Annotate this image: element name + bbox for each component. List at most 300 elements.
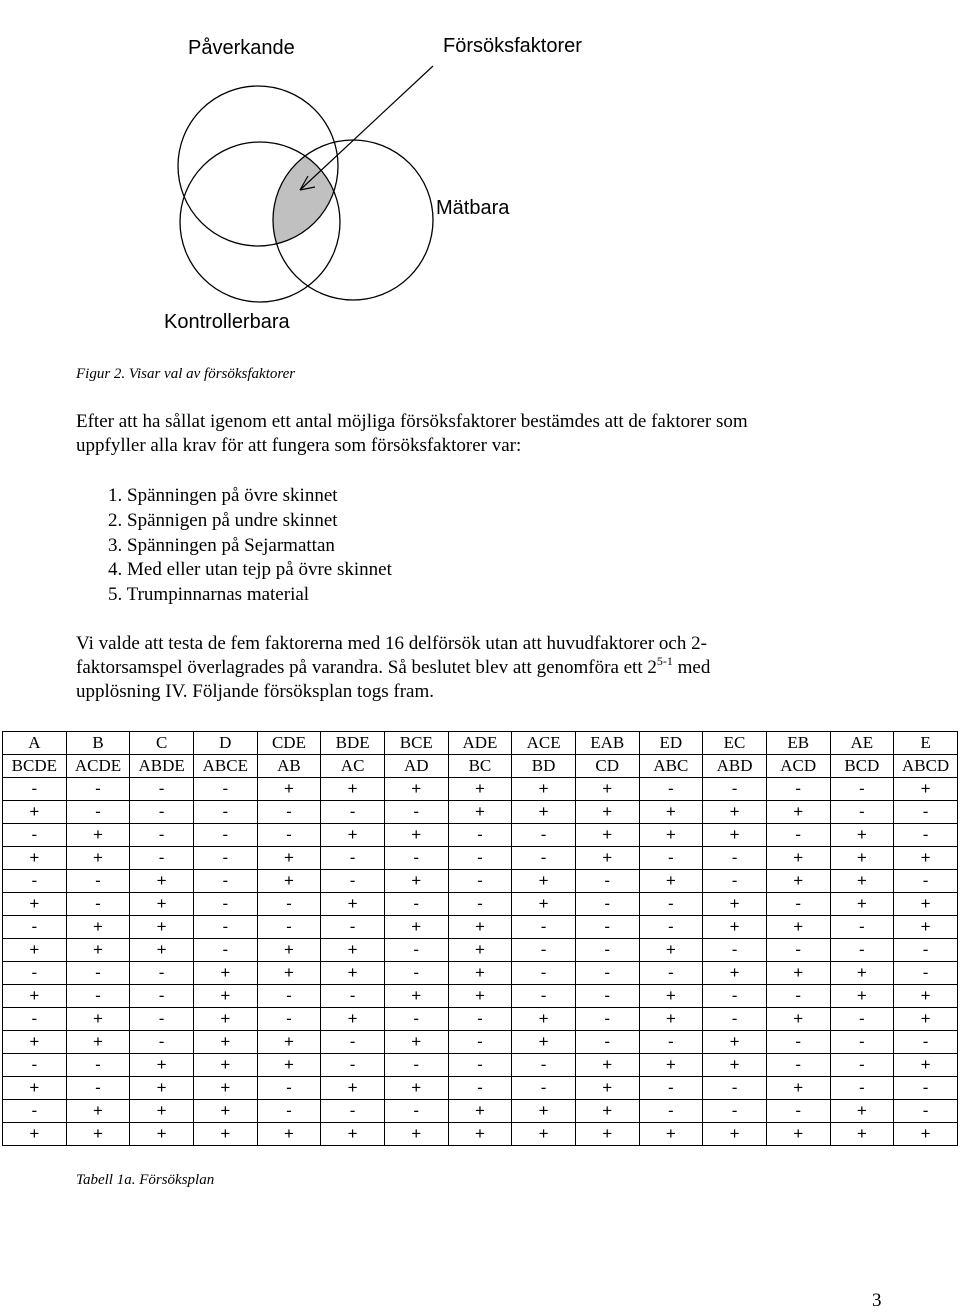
sign-cell: + bbox=[703, 1054, 767, 1077]
sign-cell: + bbox=[130, 1100, 194, 1123]
sign-cell: - bbox=[66, 778, 130, 801]
table-row bbox=[3, 1008, 958, 1031]
sign-cell: - bbox=[66, 801, 130, 824]
header-cell: ACD bbox=[766, 755, 830, 778]
sign-cell: + bbox=[894, 985, 958, 1008]
sign-cell: - bbox=[257, 1100, 321, 1123]
sign-cell: - bbox=[512, 916, 576, 939]
sign-cell: - bbox=[766, 1031, 830, 1054]
sign-cell: - bbox=[575, 939, 639, 962]
sign-cell: + bbox=[448, 939, 512, 962]
header-cell: C bbox=[130, 732, 194, 755]
sign-cell: + bbox=[384, 1077, 448, 1100]
sign-cell: - bbox=[830, 801, 894, 824]
sign-cell: - bbox=[193, 893, 257, 916]
sign-cell: - bbox=[257, 801, 321, 824]
header-cell: CD bbox=[575, 755, 639, 778]
sign-cell: - bbox=[639, 1031, 703, 1054]
sign-cell: - bbox=[512, 824, 576, 847]
sign-cell: + bbox=[894, 1008, 958, 1031]
sign-cell: - bbox=[703, 985, 767, 1008]
header-cell: BDE bbox=[321, 732, 385, 755]
table-row bbox=[3, 1031, 958, 1054]
sign-cell: + bbox=[3, 939, 67, 962]
sign-cell: - bbox=[575, 870, 639, 893]
sign-cell: - bbox=[130, 847, 194, 870]
sign-cell: + bbox=[830, 985, 894, 1008]
sign-cell: + bbox=[894, 1123, 958, 1146]
sign-cell: + bbox=[66, 1123, 130, 1146]
sign-cell: - bbox=[321, 870, 385, 893]
table-header-row bbox=[3, 755, 958, 778]
sign-cell: + bbox=[193, 1077, 257, 1100]
sign-cell: - bbox=[130, 985, 194, 1008]
sign-cell: - bbox=[66, 985, 130, 1008]
sign-cell: + bbox=[384, 916, 448, 939]
sign-cell: - bbox=[66, 1054, 130, 1077]
header-cell: BCE bbox=[384, 732, 448, 755]
sign-cell: + bbox=[193, 985, 257, 1008]
table-row bbox=[3, 847, 958, 870]
table-row bbox=[3, 1054, 958, 1077]
sign-cell: - bbox=[321, 801, 385, 824]
header-cell: BC bbox=[448, 755, 512, 778]
sign-cell: + bbox=[130, 893, 194, 916]
sign-cell: + bbox=[257, 962, 321, 985]
header-cell: E bbox=[894, 732, 958, 755]
sign-cell: + bbox=[130, 1077, 194, 1100]
design-line-2-text: faktorsamspel överlagrades på varandra. Så beslutet blev att genomföra ett 2 bbox=[76, 657, 657, 678]
table-row bbox=[3, 916, 958, 939]
sign-cell: - bbox=[703, 778, 767, 801]
sign-cell: - bbox=[257, 1077, 321, 1100]
sign-cell: + bbox=[512, 778, 576, 801]
sign-cell: + bbox=[894, 916, 958, 939]
sign-cell: - bbox=[830, 916, 894, 939]
sign-cell: - bbox=[512, 939, 576, 962]
label-forsoksfaktorer: Försöksfaktorer bbox=[443, 35, 582, 57]
sign-cell: + bbox=[830, 870, 894, 893]
sign-cell: + bbox=[830, 847, 894, 870]
intro-line-1: Efter att ha sållat igenom ett antal möjliga försöksfaktorer bestämdes att de faktorer som bbox=[76, 411, 748, 432]
intro-line-2: uppfyller alla krav för att fungera som försöksfaktorer var: bbox=[76, 435, 522, 456]
sign-cell: - bbox=[3, 824, 67, 847]
sign-cell: + bbox=[448, 801, 512, 824]
sign-cell: + bbox=[321, 1008, 385, 1031]
sign-cell: - bbox=[193, 801, 257, 824]
sign-cell: + bbox=[130, 870, 194, 893]
sign-cell: + bbox=[193, 1008, 257, 1031]
sign-cell: + bbox=[3, 801, 67, 824]
sign-cell: + bbox=[512, 1100, 576, 1123]
factor-list bbox=[108, 484, 392, 608]
sign-cell: + bbox=[66, 847, 130, 870]
sign-cell: - bbox=[193, 939, 257, 962]
sign-cell: - bbox=[193, 870, 257, 893]
sign-cell: + bbox=[639, 939, 703, 962]
sign-cell: + bbox=[257, 847, 321, 870]
sign-cell: + bbox=[639, 824, 703, 847]
sign-cell: - bbox=[257, 1008, 321, 1031]
sign-cell: - bbox=[639, 1100, 703, 1123]
sign-cell: + bbox=[766, 801, 830, 824]
sign-cell: + bbox=[512, 893, 576, 916]
sign-cell: - bbox=[575, 985, 639, 1008]
table-row bbox=[3, 985, 958, 1008]
sign-cell: + bbox=[66, 1100, 130, 1123]
sign-cell: + bbox=[894, 1054, 958, 1077]
sign-cell: - bbox=[894, 870, 958, 893]
table-row bbox=[3, 1077, 958, 1100]
sign-cell: - bbox=[257, 985, 321, 1008]
sign-cell: - bbox=[703, 1100, 767, 1123]
sign-cell: + bbox=[575, 801, 639, 824]
sign-cell: + bbox=[575, 1077, 639, 1100]
factor-item: 5. Trumpinnarnas material bbox=[108, 584, 310, 606]
sign-cell: - bbox=[193, 847, 257, 870]
sign-cell: - bbox=[3, 1008, 67, 1031]
sign-cell: - bbox=[894, 1031, 958, 1054]
sign-cell: - bbox=[193, 778, 257, 801]
sign-cell: - bbox=[639, 962, 703, 985]
sign-cell: - bbox=[894, 962, 958, 985]
sign-cell: + bbox=[257, 1031, 321, 1054]
sign-cell: + bbox=[639, 1054, 703, 1077]
experiment-plan-table bbox=[2, 731, 958, 1146]
sign-cell: + bbox=[766, 870, 830, 893]
sign-cell: + bbox=[66, 916, 130, 939]
header-cell: CDE bbox=[257, 732, 321, 755]
sign-cell: + bbox=[3, 1031, 67, 1054]
header-cell: ABD bbox=[703, 755, 767, 778]
header-cell: ADE bbox=[448, 732, 512, 755]
venn-diagram bbox=[150, 30, 610, 350]
sign-cell: - bbox=[639, 916, 703, 939]
sign-cell: - bbox=[448, 847, 512, 870]
sign-cell: + bbox=[639, 801, 703, 824]
sign-cell: - bbox=[384, 962, 448, 985]
sign-cell: + bbox=[448, 778, 512, 801]
header-cell: ED bbox=[639, 732, 703, 755]
sign-cell: - bbox=[384, 939, 448, 962]
sign-cell: + bbox=[894, 893, 958, 916]
sign-cell: - bbox=[894, 824, 958, 847]
header-cell: AC bbox=[321, 755, 385, 778]
header-cell: EAB bbox=[575, 732, 639, 755]
sign-cell: + bbox=[448, 1123, 512, 1146]
sign-cell: + bbox=[448, 962, 512, 985]
sign-cell: + bbox=[321, 939, 385, 962]
sign-cell: + bbox=[703, 824, 767, 847]
sign-cell: + bbox=[3, 847, 67, 870]
sign-cell: - bbox=[512, 1077, 576, 1100]
header-cell: ABCD bbox=[894, 755, 958, 778]
table-row bbox=[3, 801, 958, 824]
label-kontrollerbara: Kontrollerbara bbox=[164, 311, 290, 333]
sign-cell: - bbox=[448, 1008, 512, 1031]
sign-cell: - bbox=[448, 1077, 512, 1100]
sign-cell: - bbox=[3, 962, 67, 985]
sign-cell: - bbox=[130, 962, 194, 985]
sign-cell: + bbox=[321, 1123, 385, 1146]
sign-cell: + bbox=[384, 778, 448, 801]
sign-cell: - bbox=[3, 778, 67, 801]
sign-cell: - bbox=[830, 939, 894, 962]
sign-cell: + bbox=[703, 893, 767, 916]
sign-cell: + bbox=[512, 1008, 576, 1031]
sign-cell: + bbox=[830, 824, 894, 847]
figure-caption: Figur 2. Visar val av försöksfaktorer bbox=[76, 366, 296, 382]
sign-cell: + bbox=[66, 1031, 130, 1054]
table-row bbox=[3, 1123, 958, 1146]
sign-cell: - bbox=[257, 893, 321, 916]
sign-cell: - bbox=[830, 1031, 894, 1054]
sign-cell: - bbox=[830, 778, 894, 801]
sign-cell: - bbox=[384, 1054, 448, 1077]
sign-cell: - bbox=[830, 1077, 894, 1100]
sign-cell: + bbox=[3, 1123, 67, 1146]
sign-cell: - bbox=[384, 801, 448, 824]
sign-cell: + bbox=[830, 893, 894, 916]
sign-cell: + bbox=[766, 1077, 830, 1100]
sign-cell: + bbox=[512, 1031, 576, 1054]
sign-cell: + bbox=[321, 1077, 385, 1100]
sign-cell: - bbox=[894, 1077, 958, 1100]
header-cell: A bbox=[3, 732, 67, 755]
sign-cell: + bbox=[130, 1054, 194, 1077]
header-cell: ACDE bbox=[66, 755, 130, 778]
sign-cell: + bbox=[512, 801, 576, 824]
sign-cell: - bbox=[321, 985, 385, 1008]
sign-cell: - bbox=[894, 1100, 958, 1123]
sign-cell: + bbox=[193, 962, 257, 985]
sign-cell: - bbox=[766, 893, 830, 916]
sign-cell: - bbox=[703, 1008, 767, 1031]
sign-cell: - bbox=[766, 1100, 830, 1123]
sign-cell: - bbox=[384, 847, 448, 870]
factor-item: 4. Med eller utan tejp på övre skinnet bbox=[108, 559, 392, 581]
sign-cell: - bbox=[448, 824, 512, 847]
sign-cell: + bbox=[321, 962, 385, 985]
sign-cell: + bbox=[257, 870, 321, 893]
sign-cell: - bbox=[3, 870, 67, 893]
sign-cell: - bbox=[3, 916, 67, 939]
sign-cell: + bbox=[766, 847, 830, 870]
sign-cell: + bbox=[575, 1123, 639, 1146]
sign-cell: - bbox=[512, 985, 576, 1008]
table-row bbox=[3, 1100, 958, 1123]
sign-cell: - bbox=[66, 870, 130, 893]
sign-cell: - bbox=[448, 1054, 512, 1077]
sign-cell: + bbox=[703, 1031, 767, 1054]
sign-cell: + bbox=[130, 916, 194, 939]
sign-cell: - bbox=[321, 1100, 385, 1123]
sign-cell: + bbox=[193, 1054, 257, 1077]
sign-cell: + bbox=[384, 985, 448, 1008]
sign-cell: - bbox=[257, 916, 321, 939]
sign-cell: + bbox=[3, 893, 67, 916]
sign-cell: - bbox=[130, 824, 194, 847]
label-matbara: Mätbara bbox=[436, 197, 510, 219]
sign-cell: - bbox=[130, 1031, 194, 1054]
sign-cell: + bbox=[257, 1123, 321, 1146]
sign-cell: + bbox=[766, 1123, 830, 1146]
sign-cell: + bbox=[384, 1031, 448, 1054]
sign-cell: + bbox=[3, 1077, 67, 1100]
factor-item: 3. Spänningen på Sejarmattan bbox=[108, 534, 335, 556]
table-row bbox=[3, 824, 958, 847]
header-cell: ABCE bbox=[193, 755, 257, 778]
sign-cell: + bbox=[703, 801, 767, 824]
sign-cell: - bbox=[703, 847, 767, 870]
sign-cell: - bbox=[766, 778, 830, 801]
sign-cell: - bbox=[766, 939, 830, 962]
design-line-2 bbox=[76, 656, 876, 680]
header-cell: AE bbox=[830, 732, 894, 755]
sign-cell: - bbox=[575, 1008, 639, 1031]
label-paverkande: Påverkande bbox=[188, 37, 295, 59]
header-cell: EB bbox=[766, 732, 830, 755]
sign-cell: - bbox=[575, 962, 639, 985]
sign-cell: + bbox=[703, 962, 767, 985]
sign-cell: + bbox=[575, 778, 639, 801]
venn-diagram-svg bbox=[150, 30, 610, 350]
sign-cell: + bbox=[639, 985, 703, 1008]
sign-cell: + bbox=[639, 1123, 703, 1146]
design-line-1: Vi valde att testa de fem faktorerna med 16 delförsök utan att huvudfaktorer och 2- bbox=[76, 633, 707, 654]
sign-cell: - bbox=[512, 962, 576, 985]
sign-cell: + bbox=[3, 985, 67, 1008]
sign-cell: + bbox=[384, 824, 448, 847]
table-row bbox=[3, 939, 958, 962]
sign-cell: - bbox=[321, 916, 385, 939]
table-caption: Tabell 1a. Försöksplan bbox=[76, 1172, 215, 1188]
sign-cell: - bbox=[66, 1077, 130, 1100]
sign-cell: + bbox=[130, 1123, 194, 1146]
sign-cell: + bbox=[703, 1123, 767, 1146]
sign-cell: - bbox=[130, 778, 194, 801]
sign-cell: - bbox=[66, 962, 130, 985]
sign-cell: + bbox=[894, 778, 958, 801]
design-line-3: upplösning IV. Följande försöksplan togs fram. bbox=[76, 681, 434, 702]
sign-cell: + bbox=[575, 1100, 639, 1123]
sign-cell: + bbox=[384, 1123, 448, 1146]
design-exponent: 5-1 bbox=[656, 654, 673, 668]
sign-cell: + bbox=[193, 1100, 257, 1123]
sign-cell: + bbox=[830, 962, 894, 985]
sign-cell: - bbox=[703, 870, 767, 893]
sign-cell: - bbox=[703, 939, 767, 962]
sign-cell: - bbox=[384, 893, 448, 916]
table-row bbox=[3, 870, 958, 893]
sign-cell: + bbox=[257, 1054, 321, 1077]
sign-cell: - bbox=[894, 801, 958, 824]
header-cell: B bbox=[66, 732, 130, 755]
sign-cell: - bbox=[448, 1031, 512, 1054]
header-cell: AD bbox=[384, 755, 448, 778]
sign-cell: - bbox=[448, 870, 512, 893]
table-row bbox=[3, 962, 958, 985]
sign-cell: - bbox=[193, 916, 257, 939]
sign-cell: - bbox=[575, 1031, 639, 1054]
sign-cell: - bbox=[193, 824, 257, 847]
page-number: 3 bbox=[872, 1290, 882, 1311]
sign-cell: + bbox=[575, 847, 639, 870]
sign-cell: + bbox=[66, 1008, 130, 1031]
sign-cell: - bbox=[766, 824, 830, 847]
sign-cell: + bbox=[321, 824, 385, 847]
sign-cell: + bbox=[66, 939, 130, 962]
sign-cell: + bbox=[830, 1123, 894, 1146]
sign-cell: + bbox=[384, 870, 448, 893]
sign-cell: + bbox=[575, 824, 639, 847]
sign-cell: + bbox=[257, 939, 321, 962]
sign-cell: - bbox=[66, 893, 130, 916]
intersection-shading bbox=[273, 140, 433, 300]
table-row bbox=[3, 893, 958, 916]
design-line-2-end: med bbox=[672, 657, 711, 678]
sign-cell: - bbox=[3, 1054, 67, 1077]
header-cell: BCD bbox=[830, 755, 894, 778]
sign-cell: + bbox=[448, 1100, 512, 1123]
pointer-line bbox=[300, 66, 433, 190]
sign-cell: - bbox=[257, 824, 321, 847]
sign-cell: - bbox=[639, 893, 703, 916]
sign-cell: - bbox=[703, 1077, 767, 1100]
sign-cell: - bbox=[3, 1100, 67, 1123]
sign-cell: + bbox=[448, 916, 512, 939]
sign-cell: - bbox=[575, 916, 639, 939]
sign-cell: + bbox=[448, 985, 512, 1008]
sign-cell: - bbox=[575, 893, 639, 916]
sign-cell: + bbox=[321, 893, 385, 916]
header-cell: AB bbox=[257, 755, 321, 778]
header-cell: ACE bbox=[512, 732, 576, 755]
sign-cell: + bbox=[193, 1123, 257, 1146]
sign-cell: - bbox=[321, 1054, 385, 1077]
factor-item: 2. Spännigen på undre skinnet bbox=[108, 509, 338, 531]
sign-cell: + bbox=[766, 916, 830, 939]
sign-cell: + bbox=[766, 1008, 830, 1031]
sign-cell: - bbox=[512, 847, 576, 870]
sign-cell: - bbox=[384, 1100, 448, 1123]
header-cell: BD bbox=[512, 755, 576, 778]
sign-cell: - bbox=[766, 985, 830, 1008]
sign-cell: + bbox=[639, 1008, 703, 1031]
table-header-row bbox=[3, 732, 958, 755]
header-cell: ABDE bbox=[130, 755, 194, 778]
table-row bbox=[3, 778, 958, 801]
sign-cell: - bbox=[321, 847, 385, 870]
sign-cell: + bbox=[321, 778, 385, 801]
sign-cell: + bbox=[639, 870, 703, 893]
sign-cell: + bbox=[193, 1031, 257, 1054]
header-cell: D bbox=[193, 732, 257, 755]
sign-cell: + bbox=[257, 778, 321, 801]
sign-cell: + bbox=[66, 824, 130, 847]
sign-cell: - bbox=[830, 1008, 894, 1031]
header-cell: ABC bbox=[639, 755, 703, 778]
sign-cell: - bbox=[830, 1054, 894, 1077]
sign-cell: - bbox=[639, 778, 703, 801]
sign-cell: + bbox=[130, 939, 194, 962]
sign-cell: - bbox=[448, 893, 512, 916]
sign-cell: + bbox=[766, 962, 830, 985]
design-paragraph bbox=[76, 632, 876, 704]
header-cell: BCDE bbox=[3, 755, 67, 778]
sign-cell: - bbox=[766, 1054, 830, 1077]
sign-cell: + bbox=[575, 1054, 639, 1077]
